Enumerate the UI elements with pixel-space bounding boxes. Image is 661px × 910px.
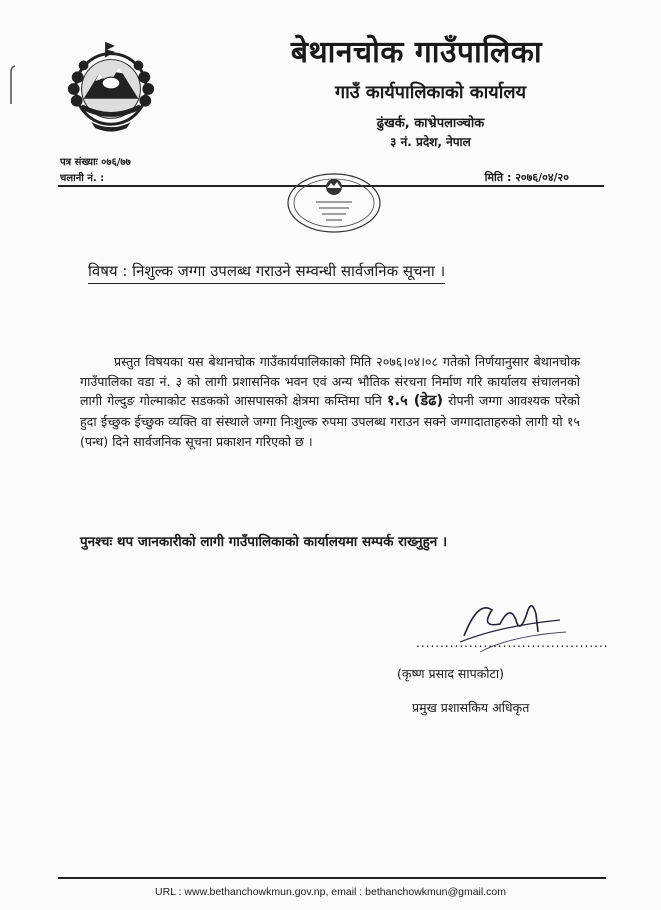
office-stamp-icon [286, 172, 382, 234]
municipality-title: बेथानचोक गाउँपालिका [290, 35, 543, 70]
notice-body-part-2: रोपनी जग्गा आवश्यक परेको हुदा ईच्छुक ईच्छुक व्यक्ति वा संस्थाले जग्गा निःशुल्क रुपमा उपलब्ध गराउन सक्ने जग्गादाताहरुको लागी यो १५ (पन्ध) दिने सार्वजनिक सूचना प्रकाशन गरिएको छ । [80, 393, 580, 449]
notice-body [80, 352, 580, 452]
handwritten-signature-icon [420, 580, 570, 664]
footer-divider [58, 877, 606, 879]
signature-line: ........................................ [416, 636, 609, 650]
address-line-1: ढुंखर्क, काभ्रेपलाञ्चोक [376, 116, 485, 131]
notice-subject: विषय : निशुल्क जग्गा उपलब्ध गराउने सम्वन्धी सार्वजनिक सूचना । [88, 261, 445, 284]
address-line-2: ३ नं. प्रदेश, नेपाल [390, 135, 471, 149]
signatory-designation: प्रमुख प्रशासकिय अधिकृत [412, 700, 530, 715]
letter-date: मिति : २०७६/०४/२० [484, 171, 569, 184]
postscript-note: पुनश्चः थप जानकारीको लागी गाउँपालिकाको कार्यालयमा सम्पर्क राख्नुहुन । [80, 534, 448, 550]
office-subtitle: गाउँ कार्यपालिकाको कार्यालय [334, 82, 527, 103]
notice-body-part-1: प्रस्तुत विषयका यस बेथानचोक गाउँकार्यपालिकाको मिति २०७६।०४।०८ गतेको निर्णयानुसार बेथानचोक गाउँपालिका वडा नं. ३ को लागी प्रशासनिक भवन एवं अन्य भौतिक संरचना निर्माण गरि कार्यालय संचालनको लागी गेल्दुङ गोल्माकोट सडकको आसपासको क्षेत्रमा कम्तिमा पनि [80, 354, 580, 409]
notice-body-highlight: १.५ (डेढ) [387, 393, 443, 410]
signatory-name: (कृष्ण प्रसाद सापकोटा) [397, 666, 504, 681]
dispatch-number: चलानी नं. : [60, 173, 105, 184]
footer-contact: URL : www.bethanchowkmun.gov.np, email : bethanchowkmun@gmail.com [155, 886, 506, 898]
staple-mark [10, 64, 16, 106]
letter-number: पत्र संख्याः ०७६/७७ [60, 157, 131, 168]
